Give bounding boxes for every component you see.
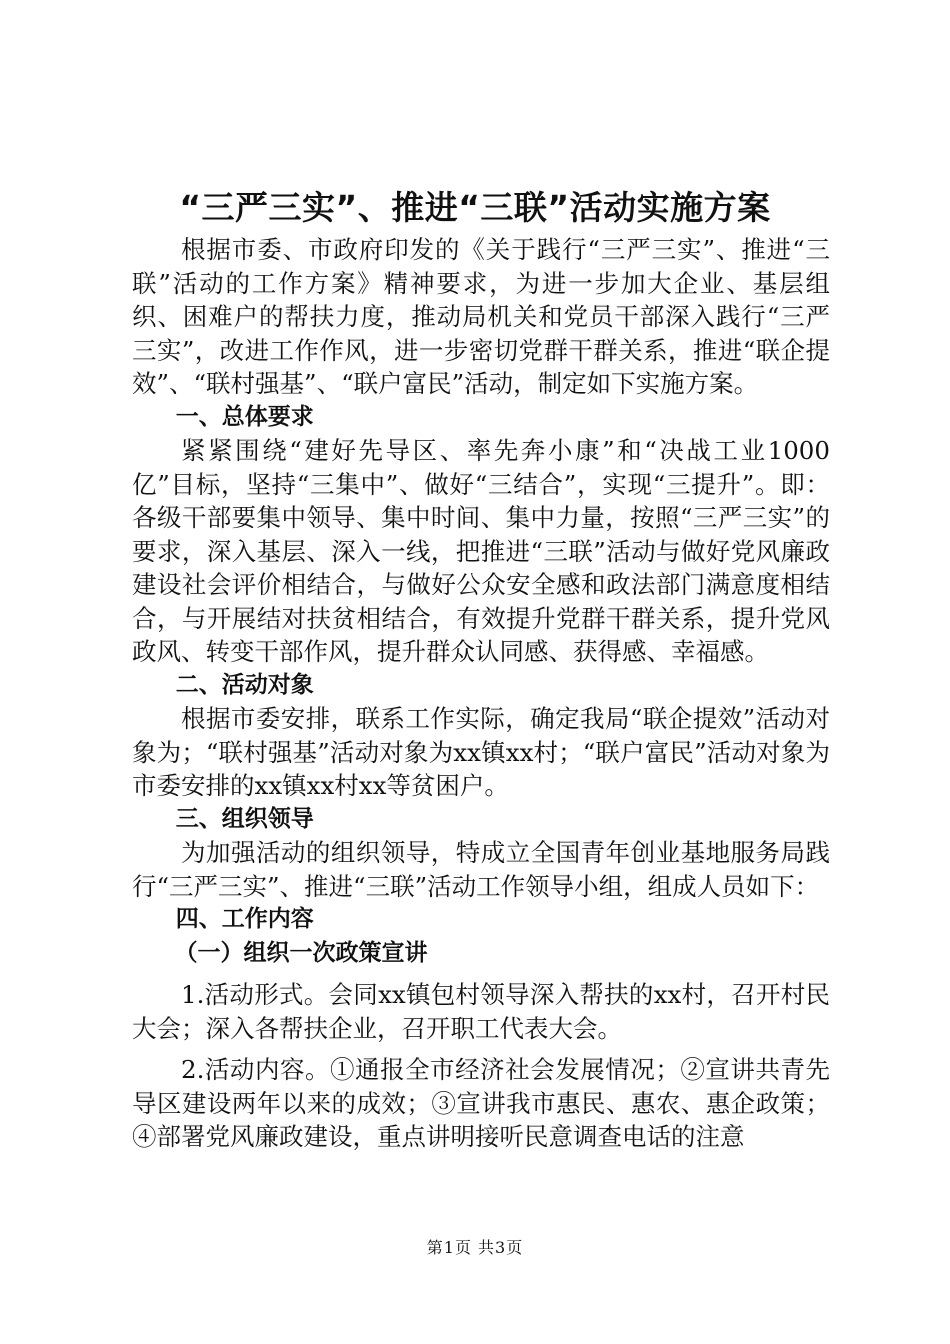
section-heading-activity-targets: 二、活动对象	[175, 671, 314, 698]
item-paragraph-activity-form: 1.活动形式。会同xx镇包村领导深入帮扶的xx村，召开村民大会；深入各帮扶企业，召开职工代表大会。	[132, 980, 830, 1043]
section-heading-work-content: 四、工作内容	[175, 906, 314, 932]
intro-paragraph: 根据市委、市政府印发的《关于践行“三严三实”、推进“三联”活动的工作方案》精神要求，为进一步加大企业、基层组织、困难户的帮扶力度，推动局机关和党员干部深入践行“三严三实”，改进工作作风，进一步密切党群干群关系，推进“联企提效”、“联村强基”、“联户富民”活动，制定如下实施方案。	[132, 235, 830, 398]
document-body	[132, 233, 830, 1154]
section-paragraph-general-requirements: 紧紧围绕“建好先导区、率先奔小康”和“决战工业1000亿”目标，坚持“三集中”、做好“三结合”，实现“三提升”。即：各级干部要集中领导、集中时间、集中力量，按照“三严三实”的要求，深入基层、深入一线，把推进“三联”活动与做好党风廉政建设社会评价相结合，与做好公众安全感和政法部门满意度相结合，与开展结对扶贫相结合，有效提升党群干群关系，提升党风政风、转变干部作风，提升群众认同感、获得感、幸福感。	[132, 436, 830, 666]
subsection-heading-policy-lecture: （一）组织一次政策宣讲	[174, 939, 428, 966]
section-heading-organization: 三、组织领导	[175, 805, 314, 832]
document-title: “三严三实”、推进“三联”活动实施方案	[179, 188, 771, 227]
section-paragraph-organization: 为加强活动的组织领导，特成立全国青年创业基地服务局践行“三严三实”、推进“三联”活动工作领导小组，组成人员如下：	[132, 838, 830, 901]
section-heading-general-requirements: 一、总体要求	[175, 403, 314, 430]
section-paragraph-activity-targets: 根据市委安排，联系工作实际，确定我局“联企提效”活动对象为；“联村强基”活动对象为xx镇xx村；“联户富民”活动对象为市委安排的xx镇xx村xx等贫困户。	[132, 704, 830, 800]
item-paragraph-activity-content: 2.活动内容。①通报全市经济社会发展情况；②宣讲共青先导区建设两年以来的成效；③宣讲我市惠民、惠农、惠企政策；④部署党风廉政建设，重点讲明接听民意调查电话的注意	[132, 1055, 830, 1151]
page-number-footer: 第1页 共3页	[426, 1238, 524, 1257]
